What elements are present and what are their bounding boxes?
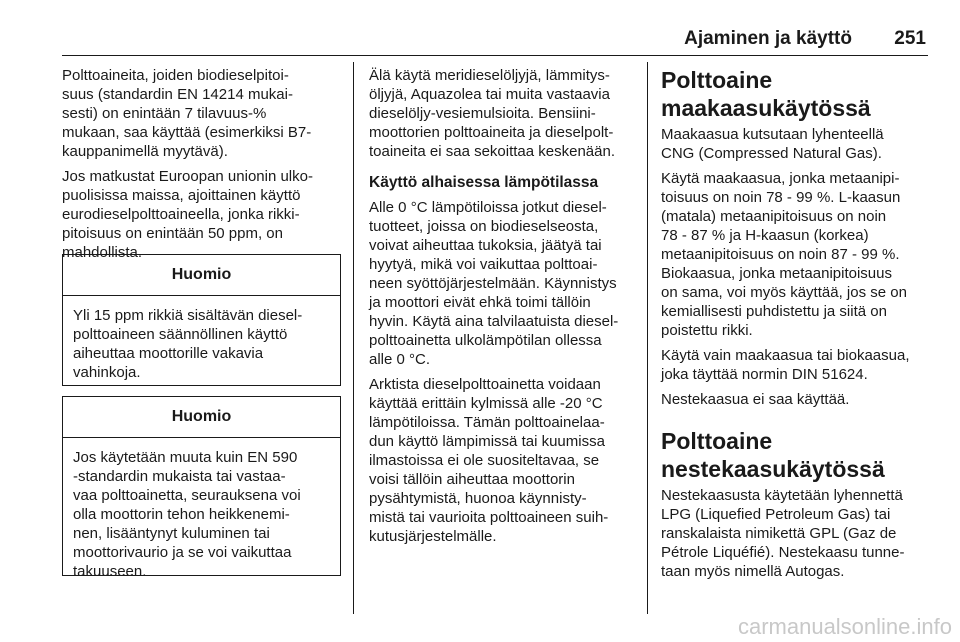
column-divider-2 [647, 62, 648, 614]
caution-box-sulfur [62, 254, 341, 386]
heading-lpg-fuel: Polttoaine nestekaasukäytössä [661, 428, 885, 482]
caution-box-en590 [62, 396, 341, 580]
paragraph-lpg-definition: Nestekaasusta käytetään lyhennettä LPG (Liquefied Petroleum Gas) tai ranskalaista nimikettä GPL (Gaz de Pétrole Liquéfié). Nestekaasu tunne- taan myös nimellä Autogas. [661, 487, 905, 580]
page-number: 251 [894, 28, 926, 49]
paragraph-biodiesel: Polttoaineita, joiden biodieselpitoi- suus (standardin EN 14214 mukai- sesti) on enintään 7 tilavuus-% mukaan, saa käyttää (esimerkiksi B7- kauppanimellä myytävä). [62, 67, 312, 160]
caution-text: Jos käytetään muuta kuin EN 590 -standardin mukaista tai vastaa- vaa polttoainetta, seurauksena voi olla moottorin tehon heikkenemi- nen, lisääntynyt kuluminen tai moottorivaurio ja se voi vaikuttaa takuuseen. [73, 449, 301, 580]
column-divider-1 [353, 62, 354, 614]
caution-text: Yli 15 ppm rikkiä sisältävän diesel- polttoaineen säännöllinen käyttö aiheuttaa moottorille vakavia vahinkoja. [73, 307, 303, 381]
caution-heading: Huomio [63, 397, 340, 438]
paragraph-below-zero: Alle 0 °C lämpötiloissa jotkut diesel- tuotteet, joissa on biodieselseosta, voivat aiheuttaa tukoksia, jäätyä tai hyytyä, mikä voi vaikuttaa polttoai- neen syöttöjärjestelmään. Käynnistys ja moottori eivät ehkä toimi tällöin hyvin. Käytä aina talvilaatuista diesel- polttoainetta ulkolämpötilan ollessa alle 0 °C. [369, 199, 619, 368]
column-1 [62, 66, 344, 580]
paragraph-outside-eu: Jos matkustat Euroopan unionin ulko- puolisissa maissa, ajoittainen käyttö eurodieselpolttoaineella, jonka rikki- pitoisuus on enintään 50 ppm, on mahdollista. [62, 168, 313, 261]
paragraph-no-lpg: Nestekaasua ei saa käyttää. [661, 391, 850, 408]
paragraph-cng-definition: Maakaasua kutsutaan lyhenteellä CNG (Compressed Natural Gas). [661, 126, 884, 162]
paragraph-din-51624: Käytä vain maakaasua tai biokaasua, joka täyttää normin DIN 51624. [661, 347, 910, 383]
paragraph-arctic-diesel: Arktista dieselpolttoainetta voidaan käyttää erittäin kylmissä alle -20 °C lämpötiloissa. Tämän polttoainelaa- dun käyttö lämpimissä tai kuumissa ilmastoissa ei ole suositeltavaa, se voisi tällöin aiheuttaa moottorin pysähtymistä, huonoa käynnisty- mistä tai vaurioita polttoaineen suih- kutusjärjestelmälle. [369, 376, 609, 545]
section-title: Ajaminen ja käyttö [684, 28, 852, 49]
page-header [62, 20, 928, 56]
column-3 [661, 66, 929, 587]
subheading-low-temperature: Käyttö alhaisessa lämpötilassa [369, 174, 599, 191]
watermark: carmanualsonline.info [737, 614, 952, 639]
paragraph-marine-diesel: Älä käytä meridieselöljyjä, lämmitys- öljyjä, Aquazolea tai muita vastaavia dieselöljy-vesiemulsioita. Bensiini- moottorien polttoaineita ja dieselpolt- toaineita ei saa sekoittaa keskenään. [369, 67, 615, 160]
heading-cng-fuel: Polttoaine maakaasukäytössä [661, 67, 871, 121]
caution-heading: Huomio [63, 255, 340, 296]
header-rule [62, 55, 928, 56]
paragraph-methane-content: Käytä maakaasua, jonka metaanipi- toisuus on noin 78 - 99 %. L-kaasun (matala) metaanipitoisuus on noin 78 - 87 % ja H-kaasun (korkea) metaanipitoisuus on noin 87 - 99 %. Biokaasua, jonka metaanipitoisuus on sama, voi myös käyttää, jos se on kemiallisesti puhdistettu ja siitä on poistettu rikki. [661, 170, 907, 339]
column-2 [369, 66, 635, 552]
